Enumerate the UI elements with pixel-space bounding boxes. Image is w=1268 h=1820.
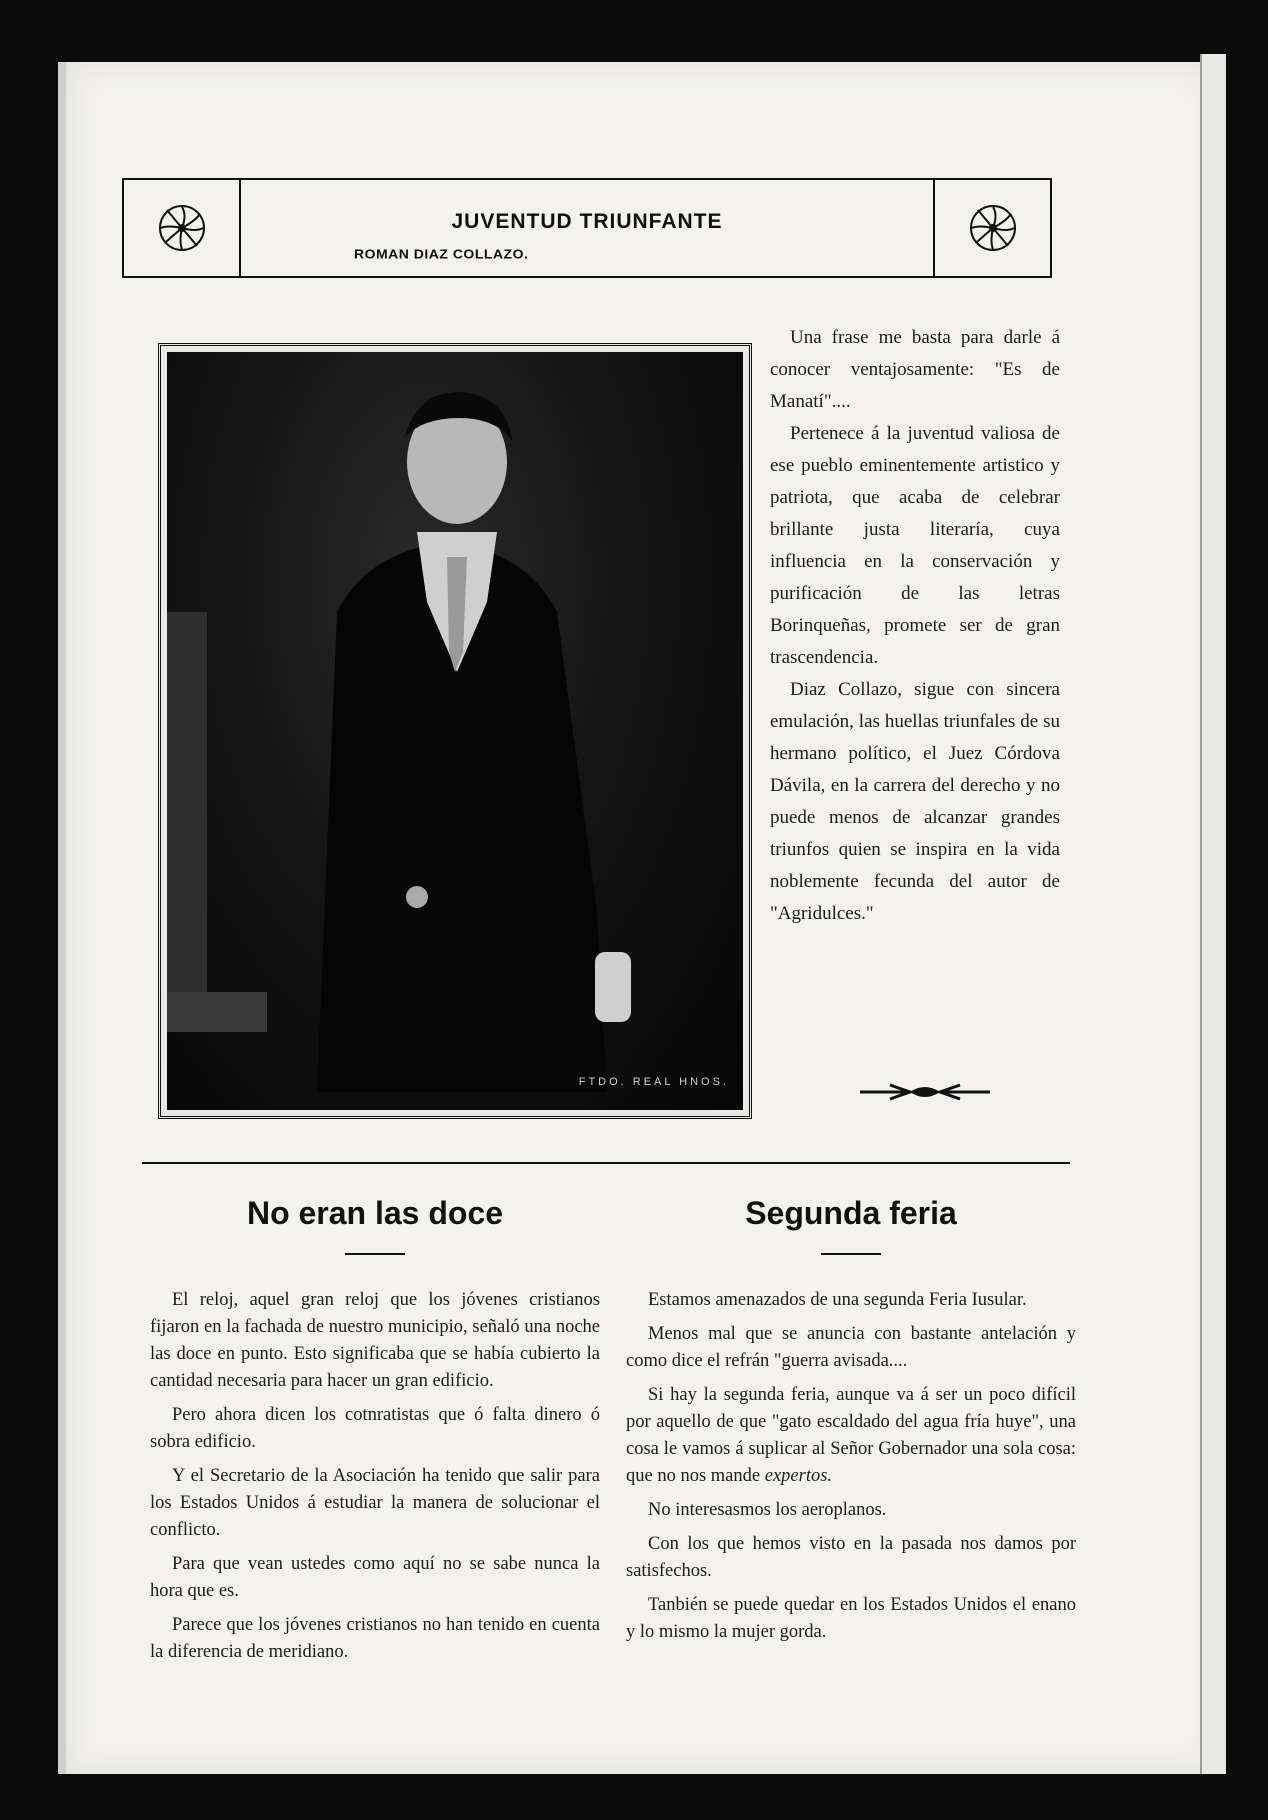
side-article <box>770 322 1060 930</box>
left-paragraph-1: El reloj, aquel gran reloj que los jóvenes cristianos fijaron en la fachada de nuestro municipio, señaló una noche las doce en punto. Esto significaba que se había cubierto la cantidad necesaria para hacer un gran edificio. <box>150 1290 600 1391</box>
right-paragraph-3-italic: expertos. <box>764 1466 833 1486</box>
rosette-icon <box>157 203 207 253</box>
portrait-figure <box>167 352 743 1110</box>
fleuron-ornament <box>860 1082 990 1102</box>
left-article-title: No eran las doce <box>246 1195 504 1231</box>
left-paragraph-2: Pero ahora dicen los cotnratistas que ó falta dinero ó sobra edificio. <box>150 1405 600 1452</box>
side-paragraph-1: Una frase me basta para darle á conocer ventajosamente: "Es de Manatí".... <box>770 327 1060 412</box>
header-right-box <box>933 180 1050 276</box>
left-article <box>150 1185 600 1673</box>
right-paragraph-1: Estamos amenazados de una segunda Feria Iusular. <box>648 1290 1027 1310</box>
section-divider <box>142 1162 1070 1164</box>
left-paragraph-5: Parece que los jóvenes cristianos no han tenido en cuenta la diferencia de meridiano. <box>150 1615 600 1662</box>
right-article-body <box>626 1287 1076 1646</box>
photo-credit: FTDO. REAL HNOS. <box>578 1076 729 1088</box>
portrait-frame <box>158 343 752 1119</box>
page-edge <box>1200 54 1226 1774</box>
right-paragraph-2: Menos mal que se anuncia con bastante antelación y como dice el refrán "guerra avisada.... <box>626 1324 1076 1371</box>
header-left-box <box>124 180 241 276</box>
left-paragraph-4: Para que vean ustedes como aquí no se sabe nunca la hora que es. <box>150 1554 600 1601</box>
right-paragraph-5: Con los que hemos visto en la pasada nos damos por satisfechos. <box>626 1534 1076 1581</box>
right-article <box>626 1185 1076 1653</box>
side-paragraph-3: Diaz Collazo, sigue con sincera emulación, las huellas triunfales de su hermano político, el Juez Córdova Dávila, en la carrera del derecho y no puede menos de alcanzar grandes triunfos quien se inspira en la vida noblemente fecunda del autor de "Agridulces." <box>770 679 1060 924</box>
right-article-title: Segunda feria <box>745 1195 957 1231</box>
right-paragraph-6: Tanbién se puede quedar en los Estados Unidos el enano y lo mismo la mujer gorda. <box>626 1595 1076 1642</box>
left-article-body <box>150 1287 600 1666</box>
right-paragraph-4: No interesasmos los aeroplanos. <box>648 1500 887 1520</box>
right-title-rule <box>821 1253 881 1255</box>
portrait-photo <box>167 352 743 1110</box>
header-title: JUVENTUD TRIUNFANTE <box>451 210 723 233</box>
left-title-rule <box>345 1253 405 1255</box>
side-paragraph-2: Pertenece á la juventud valiosa de ese pueblo eminentemente artistico y patriota, que acaba de celebrar brillante justa literaría, cuya influencia en la conservación y purificación de las letras Borinqueñas, promete ser de gran trascendencia. <box>770 423 1060 668</box>
left-paragraph-3: Y el Secretario de la Asociación ha tenido que salir para los Estados Unidos á estudiar la manera de solucionar el conflicto. <box>150 1466 600 1540</box>
article-header <box>122 178 1052 278</box>
rosette-icon <box>968 203 1018 253</box>
right-paragraph-3 <box>626 1382 1076 1490</box>
header-author: ROMAN DIAZ COLLAZO. <box>354 246 529 262</box>
right-paragraph-3-text: Si hay la segunda feria, aunque va á ser un poco difícil por aquello de que "gato escaldado del agua fría huye", una cosa le vamos á suplicar al Señor Gobernador una sola cosa: que no nos mande <box>626 1385 1076 1486</box>
